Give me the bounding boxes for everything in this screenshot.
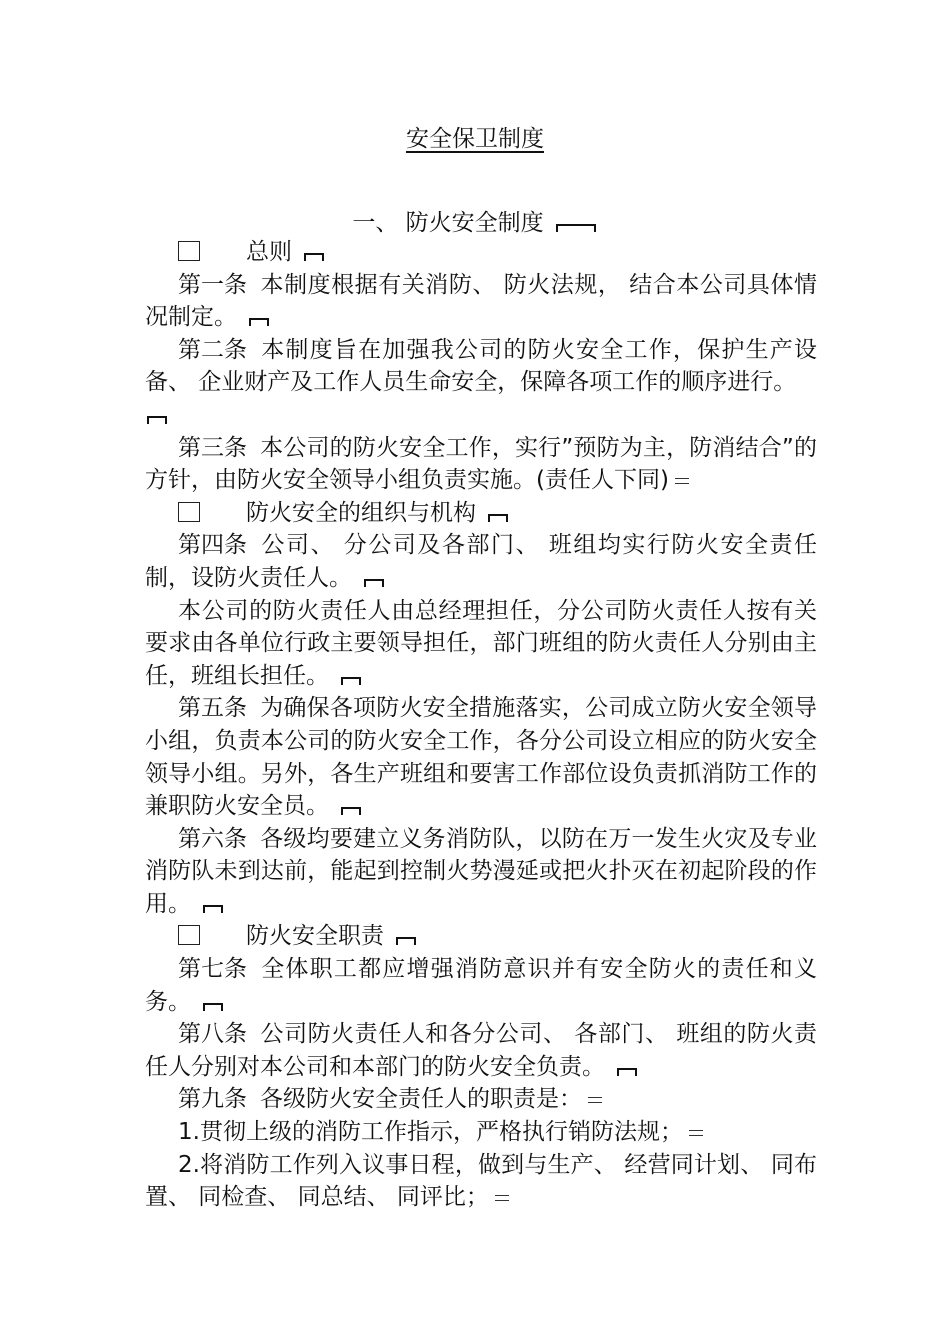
document-body xyxy=(145,236,817,1214)
article-text: 公司、 分公司及各部门、 班组均实行防火安全责任制，设防火责任人。 xyxy=(145,532,817,591)
article-paragraph xyxy=(145,432,817,497)
paragraph-mark-icon xyxy=(247,314,271,328)
line-break-mark-icon xyxy=(673,475,689,487)
paragraph-mark-icon xyxy=(362,575,386,589)
body-paragraph xyxy=(145,595,817,693)
article-number: 第四条 xyxy=(178,532,247,559)
article-number: 第一条 xyxy=(178,271,247,298)
paragraph-mark-icon xyxy=(302,249,326,263)
article-number: 第三条 xyxy=(178,434,247,461)
article-paragraph xyxy=(145,529,817,594)
paragraph-mark-icon xyxy=(145,412,169,426)
list-item-text: 2.将消防工作列入议事日程，做到与生产、 经营同计划、 同布置、 同检查、 同总结、 同评比； xyxy=(145,1151,817,1211)
paragraph-mark-icon xyxy=(615,1064,639,1078)
subheading: 总则 xyxy=(145,236,817,269)
article-text: 为确保各项防火安全措施落实，公司成立防火安全领导小组，负责本公司的防火安全工作，各分公司设立相应的防火安全领导小组。另外，各生产班组和要害工作部位设负责抓消防工作的兼职防火安全员。 xyxy=(145,695,817,820)
article-number: 第二条 xyxy=(178,336,247,363)
article-paragraph xyxy=(145,953,817,1018)
line-break-mark-icon xyxy=(586,1094,602,1106)
checkbox-square-icon xyxy=(178,502,200,522)
line-break-mark-icon xyxy=(687,1127,703,1139)
article-text: 本制度旨在加强我公司的防火安全工作，保护生产设备、 企业财产及工作人员生命安全，保障各项工作的顺序进行。 xyxy=(145,336,817,396)
article-paragraph xyxy=(145,269,817,334)
document-title: 安全保卫制度 xyxy=(406,126,544,152)
article-paragraph xyxy=(145,823,817,921)
checkbox-square-icon xyxy=(178,241,200,261)
list-item xyxy=(145,1116,817,1149)
article-number: 第五条 xyxy=(178,695,247,722)
article-text: 各级均要建立义务消防队，以防在万一发生火灾及专业消防队未到达前，能起到控制火势漫延或把火扑灭在初起阶段的作用。 xyxy=(145,825,817,917)
checkbox-square-icon xyxy=(178,925,200,945)
paragraph-mark-icon xyxy=(201,999,225,1013)
article-paragraph xyxy=(145,692,817,822)
article-paragraph xyxy=(145,334,817,432)
paragraph-text: 本公司的防火责任人由总经理担任，分公司防火责任人按有关要求由各单位行政主要领导担任，部门班组的防火责任人分别由主任，班组长担任。 xyxy=(145,597,817,689)
paragraph-mark-icon xyxy=(394,933,418,947)
article-text: 各级防火安全责任人的职责是： xyxy=(260,1086,582,1113)
line-break-mark-icon xyxy=(493,1192,509,1204)
article-text: 全体职工都应增强消防意识并有安全防火的责任和义务。 xyxy=(145,956,817,1015)
paragraph-mark-icon xyxy=(339,673,363,687)
list-item-text: 1.贯彻上级的消防工作指示，严格执行销防法规； xyxy=(178,1119,683,1146)
paragraph-mark-icon xyxy=(201,901,225,915)
paragraph-mark-icon xyxy=(554,220,598,234)
article-paragraph xyxy=(145,1018,817,1083)
article-paragraph xyxy=(145,1083,817,1116)
paragraph-mark-icon xyxy=(486,510,510,524)
list-item xyxy=(145,1149,817,1214)
paragraph-mark-icon xyxy=(339,803,363,817)
article-text: 公司防火责任人和各分公司、 各部门、 班组的防火责任人分别对本公司和本部门的防火安全负责。 xyxy=(145,1021,817,1080)
article-text: 本公司的防火安全工作，实行”预防为主，防消结合”的方针，由防火安全领导小组负责实施。(责任人下同) xyxy=(145,434,817,494)
article-number: 第九条 xyxy=(178,1086,247,1113)
article-number: 第七条 xyxy=(178,956,247,983)
article-number: 第六条 xyxy=(178,825,247,852)
subheading: 防火安全的组织与机构 xyxy=(145,497,817,530)
subheading: 防火安全职责 xyxy=(145,920,817,953)
section-heading-text: 一、 防火安全制度 xyxy=(352,210,544,236)
article-number: 第八条 xyxy=(178,1021,247,1048)
article-text: 本制度根据有关消防、 防火法规， 结合本公司具体情况制定。 xyxy=(145,271,817,331)
section-heading xyxy=(0,204,950,237)
